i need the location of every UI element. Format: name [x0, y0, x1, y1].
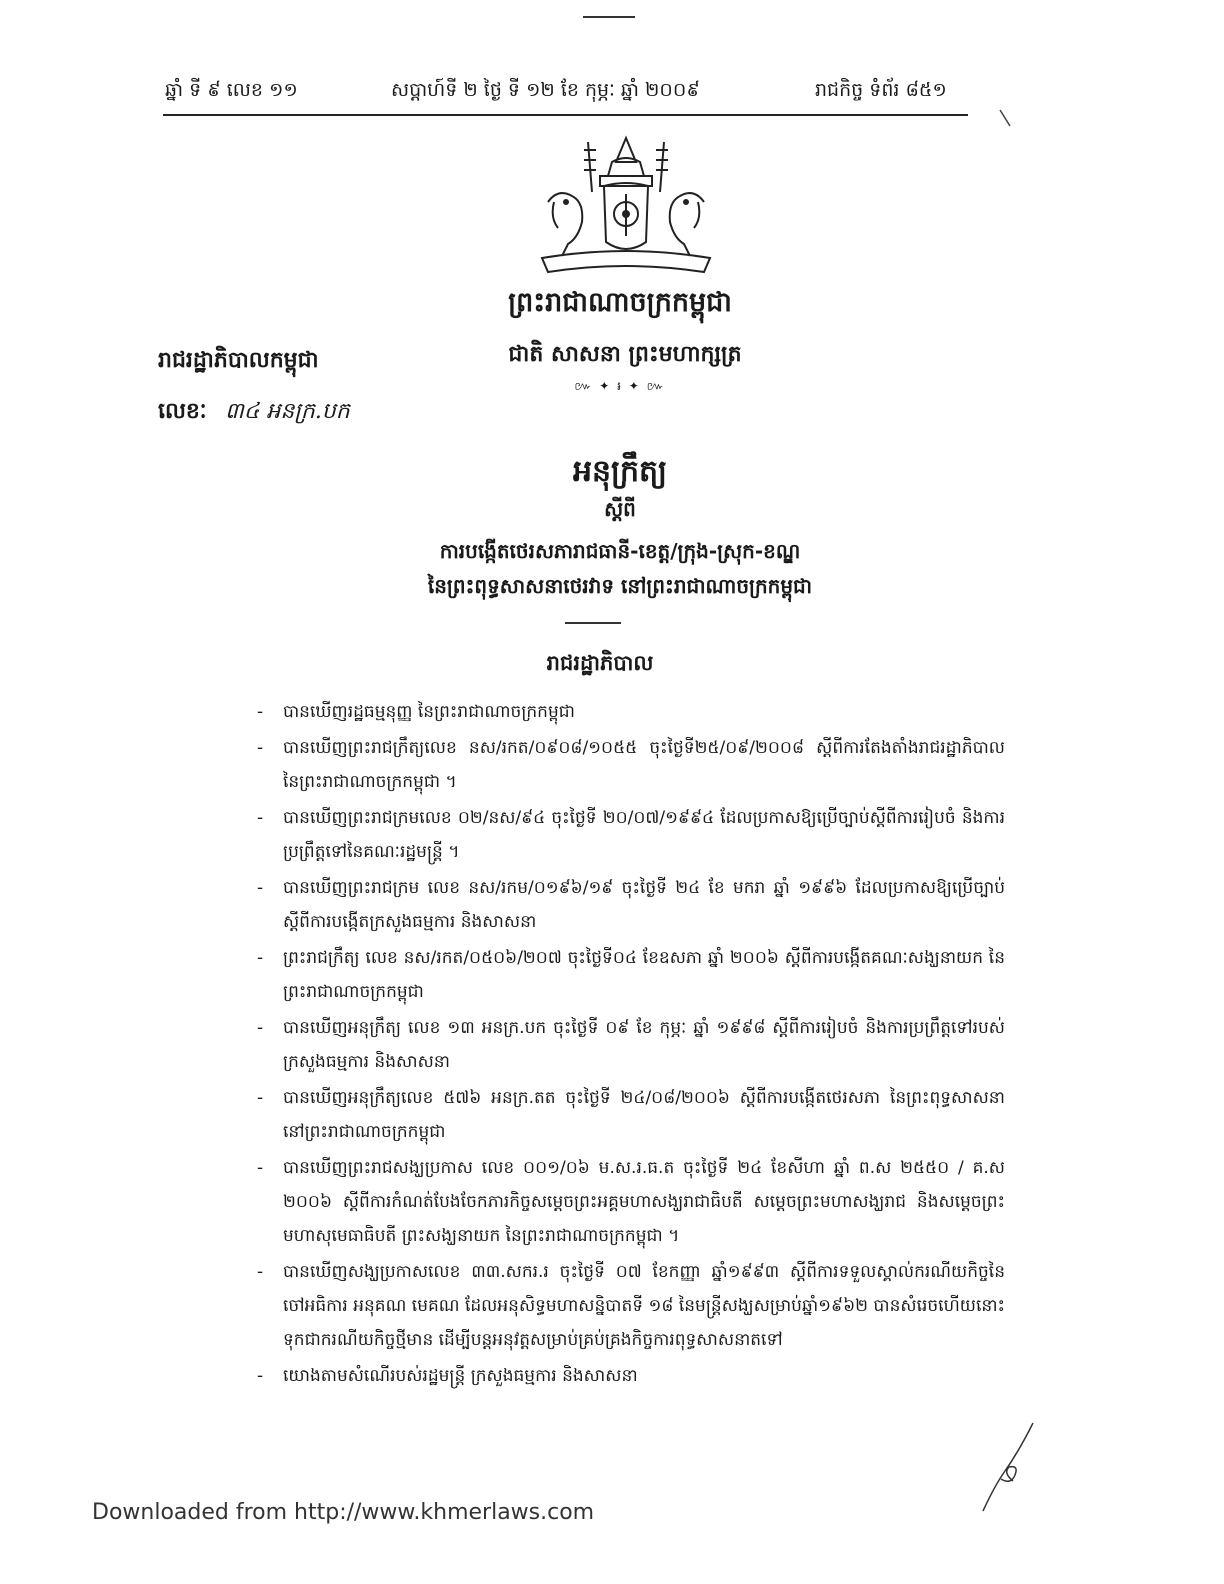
ornament-divider: ៚ ✦ ៛ ✦ ៚ [574, 379, 666, 393]
royal-coat-of-arms-icon [528, 132, 724, 278]
list-item: - បានឃើញព្រះរាជសង្ឃប្រកាស លេខ ០០១/០៦ ម.ស.រ.ធ.ត ចុះថ្ងៃទី ២៤ ខែសីហា ឆ្នាំ ព.ស ២៥៥០ / គ.ស ២០០៦ ស្តីពីការកំណត់បែងចែកភារកិច្ចសម្តេចព្រះអគ្គមហាសង្ឃរាជាធិបតី សម្តេចព្រះមហាសង្ឃរាជ និងសម្តេចព្រះមហាសុមេធាធិបតី ព្រះសង្ឃនាយក នៃព្រះរាជាណាចក្រកម្ពុជា ។ [257, 1158, 1005, 1246]
gazette-date: សប្តាហ៍ទី ២ ថ្ងៃ ទី ១២ ខែ កុម្ភៈ ឆ្នាំ ២០០៩ [391, 79, 700, 101]
margin-mark [998, 108, 1012, 128]
document-title: អនុក្រឹត្យ [572, 454, 668, 489]
list-item: - បានឃើញព្រះរាជក្រមលេខ ០២/នស/៩៤ ចុះថ្ងៃទី ២០/០៧/១៩៩៤ ដែលប្រកាសឱ្យប្រើច្បាប់ស្តីពីការរៀបចំ និងការប្រព្រឹត្តទៅនៃគណៈរដ្ឋមន្ត្រី ។ [257, 808, 1005, 862]
header-rule [163, 114, 968, 116]
subject-line-1: ការបង្កើតថេរសភារាជធានី-ខេត្ត/ក្រុង-ស្រុក-ខណ្ឌ [439, 539, 801, 563]
list-item: - បានឃើញអនុក្រឹត្យ លេខ ១៣ អនក្រ.បក ចុះថ្ងៃទី ០៩ ខែ កុម្ភៈ ឆ្នាំ ១៩៩៨ ស្តីពីការរៀបចំ និងការប្រព្រឹត្តទៅរបស់ក្រសួងធម្មការ និងសាសនា [257, 1018, 1005, 1072]
document-number-label: លេខៈ [158, 399, 207, 424]
list-item: - បានឃើញព្រះរាជក្រម លេខ នស/រកម/០១៩៦/១៩ ចុះថ្ងៃទី ២៤ ខែ មករា ឆ្នាំ ១៩៩៦ ដែលប្រកាសឱ្យប្រើច្បាប់ ស្តីពីការបង្កើតក្រសួងធម្មការ និងសាសនា [257, 878, 1005, 932]
title-divider [565, 622, 621, 624]
kingdom-title: ព្រះរាជាណាចក្រកម្ពុជា [508, 287, 732, 318]
gazette-volume: ឆ្នាំ ទី ៩ លេខ ១១ [165, 79, 298, 101]
document-number-handwritten: ៣៤ អនក្រ.បក [225, 399, 350, 424]
list-item: - បានឃើញរដ្ឋធម្មនុញ្ញ នៃព្រះរាជាណាចក្រកម្ពុជា [257, 702, 575, 722]
top-mark [583, 16, 635, 18]
document-about: ស្តីពី [604, 497, 636, 521]
preamble-list [245, 695, 1005, 1395]
list-item: - ព្រះរាជក្រឹត្យ លេខ នស/រកត/០៥០៦/២០៧ ចុះថ្ងៃទី០៤ ខែឧសភា ឆ្នាំ ២០០៦ ស្តីពីការបង្កើតគណៈសង្ឃនាយក នៃព្រះរាជាណាចក្រកម្ពុជា [257, 948, 1005, 1002]
list-item: - បានឃើញព្រះរាជក្រឹត្យលេខ នស/រកត/០៩០៨/១០៥៥ ចុះថ្ងៃទី២៥/០៩/២០០៨ ស្តីពីការតែងតាំងរាជរដ្ឋាភិបាល នៃព្រះរាជាណាចក្រកម្ពុជា ។ [257, 738, 1005, 792]
footer-source: Downloaded from http://www.khmerlaws.com [92, 1500, 595, 1525]
gazette-page: រាជកិច្ច ទំព័រ ៨៥១ [815, 79, 947, 101]
national-motto: ជាតិ សាសនា ព្រះមហាក្សត្រ [508, 342, 742, 367]
government-heading: រាជរដ្ឋាភិបាល [546, 651, 654, 675]
handwritten-initials-icon [975, 1415, 1045, 1515]
list-item: - យោងតាមសំណើរបស់រដ្ឋមន្ត្រី ក្រសួងធម្មការ និងសាសនា [257, 1366, 638, 1386]
issuing-authority: រាជរដ្ឋាភិបាលកម្ពុជា [158, 348, 319, 373]
list-item: - បានឃើញសង្ឃប្រកាសលេខ ៣៣.សករ.រ ចុះថ្ងៃទី ០៧ ខែកញ្ញា ឆ្នាំ១៩៩៣ ស្តីពីការទទួលស្គាល់ករណីយកិច្ចនៃចៅអធិការ អនុគណ មេគណ ដែលអនុសិទ្ធមហាសន្និបាតទី ១៨ នៃមន្ត្រីសង្ឃសម្រាប់ឆ្នាំ១៩៦២ បានសំរេចហើយនោះទុកជាករណីយកិច្ចថ្មីមាន ដើម្បីបន្តអនុវត្តសម្រាប់គ្រប់គ្រងកិច្ចការពុទ្ធសាសនាតទៅ [257, 1262, 1005, 1350]
list-item: - បានឃើញអនុក្រឹត្យលេខ ៥៧៦ អនក្រ.តត ចុះថ្ងៃទី ២៤/០៨/២០០៦ ស្តីពីការបង្កើតថេរសភា នៃព្រះពុទ្ធសាសនា នៅព្រះរាជាណាចក្រកម្ពុជា [257, 1088, 1005, 1142]
subject-line-2: នៃព្រះពុទ្ធសាសនាថេរវាទ នៅព្រះរាជាណាចក្រកម្ពុជា [427, 574, 813, 598]
